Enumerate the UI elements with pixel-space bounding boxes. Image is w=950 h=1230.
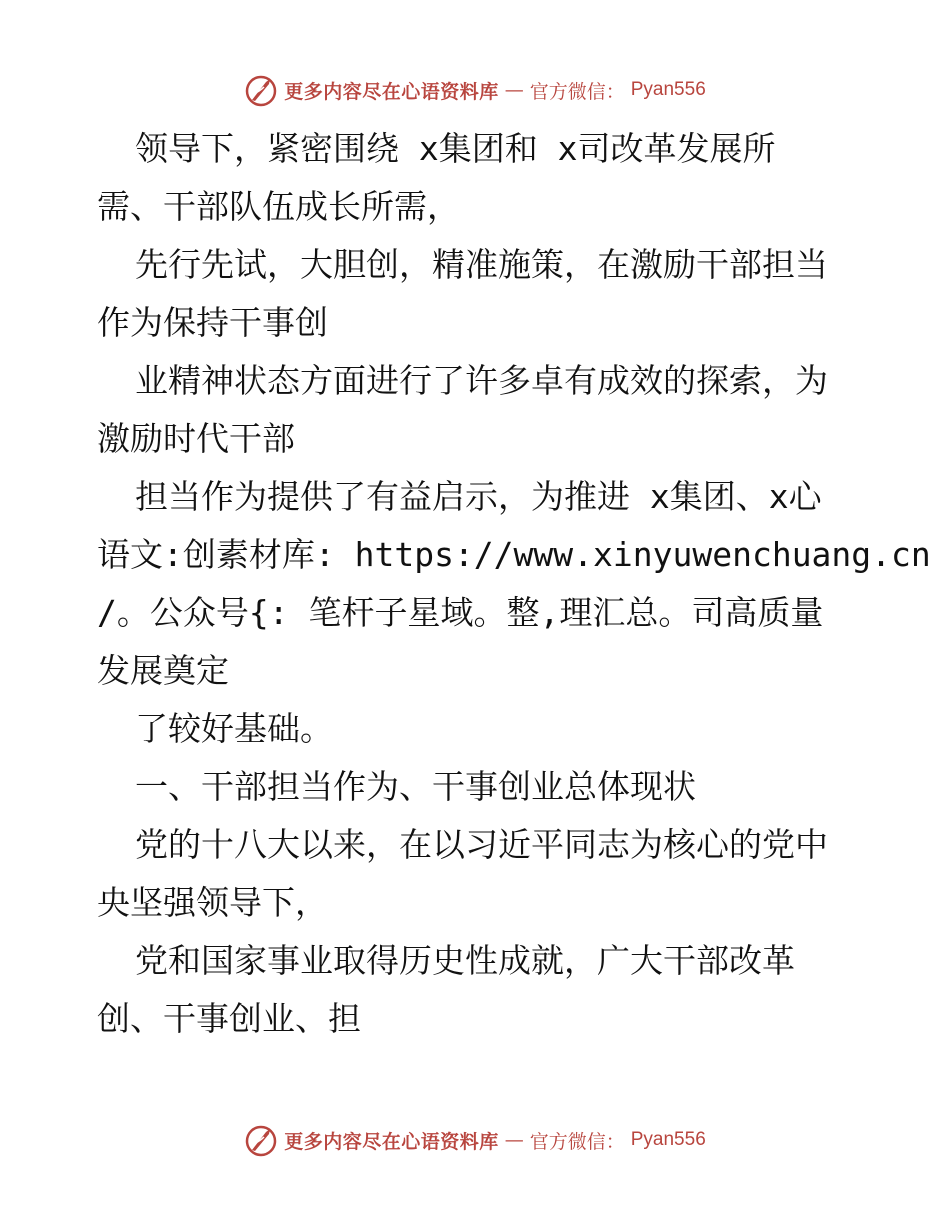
body-line: 激励时代干部 — [97, 419, 295, 458]
body-line: 党的十八大以来，在以习近平同志为核心的党中 — [135, 825, 828, 864]
body-line: 创、干事创业、担 — [97, 999, 361, 1038]
document-body — [97, 120, 931, 1048]
watermark-main-text: 更多内容尽在心语资料库 — [284, 80, 499, 103]
section-heading: 一、干部担当作为、干事创业总体现状 — [135, 767, 696, 806]
body-line: /。公众号{: 笔杆子星域。整,理汇总。司高质量 — [97, 593, 824, 632]
watermark-wechat-label: 官方微信： — [529, 80, 625, 103]
body-line: 业精神状态方面进行了许多卓有成效的探索，为 — [135, 361, 828, 400]
body-line: 领导下，紧密围绕 x集团和 x司改革发展所 — [135, 129, 776, 168]
quill-pen-logo-icon — [244, 1123, 278, 1157]
watermark-separator: — — [504, 1129, 524, 1151]
watermark-wechat-label: 官方微信： — [529, 1130, 625, 1153]
watermark-wechat-id: Pyan556 — [630, 79, 706, 100]
body-line: 党和国家事业取得历史性成就，广大干部改革 — [135, 941, 795, 980]
body-line: 了较好基础。 — [135, 709, 333, 748]
quill-pen-logo-icon — [244, 73, 278, 107]
watermark-main-text: 更多内容尽在心语资料库 — [284, 1130, 499, 1153]
body-line: 央坚强领导下， — [97, 883, 328, 922]
body-line-url: 语文:创素材库: https://www.xinyuwenchuang.cn — [97, 535, 931, 574]
watermark-separator: — — [504, 79, 524, 101]
body-line: 发展奠定 — [97, 651, 229, 690]
header-watermark — [0, 70, 950, 110]
body-line: 需、干部队伍成长所需， — [97, 187, 460, 226]
body-line: 担当作为提供了有益启示，为推进 x集团、x心 — [135, 477, 822, 516]
body-line: 先行先试，大胆创，精准施策，在激励干部担当 — [135, 245, 828, 284]
footer-watermark — [0, 1120, 950, 1160]
body-line: 作为保持干事创 — [97, 303, 328, 342]
watermark-wechat-id: Pyan556 — [630, 1129, 706, 1150]
